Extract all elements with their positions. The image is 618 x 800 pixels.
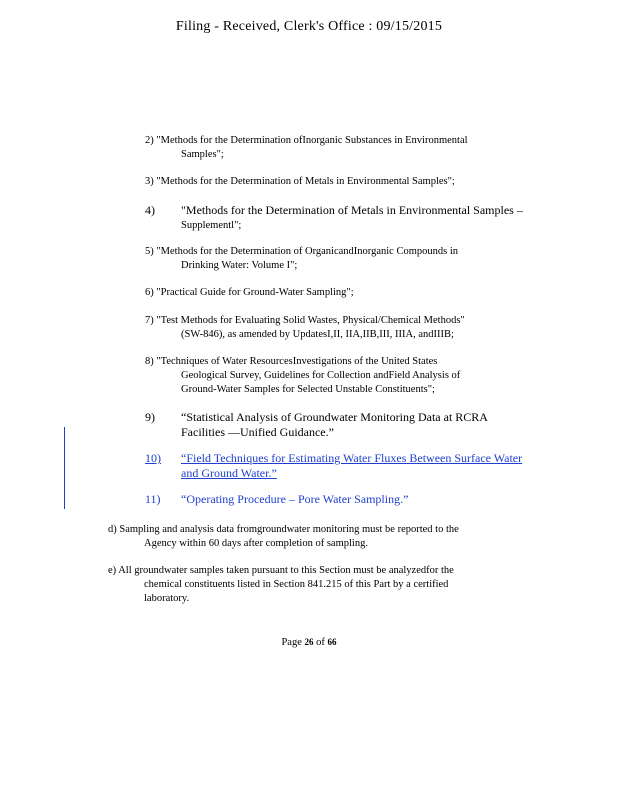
list-item-text: "Techniques of Water ResourcesInvestigations of the United States [156,356,438,367]
list-item-text: “Operating Procedure – Pore Water Sampling.” [181,492,409,506]
list-item [145,203,535,233]
paragraph-text: e) All groundwater samples taken pursuant to this Section must be analyzedfor the [108,565,454,576]
list-item-text-cont: (SW-846), as amended by UpdatesI,II, IIA,IIB,III, IIIA, andIIIB; [181,329,454,340]
list-item-text-cont: Supplementl"; [181,220,242,231]
list-item-text: "Methods for the Determination of Metals in Environmental Samples – [181,203,523,217]
list-item [145,451,535,481]
list-item-number: 3) [145,176,154,187]
page-label: Page [281,637,302,648]
list-item-number: 4) [145,203,155,217]
list-item-number: 8) [145,356,154,367]
page-footer [0,637,618,648]
list-item-text-cont: Drinking Water: Volume I"; [181,260,298,271]
list-item-number: 2) [145,135,154,146]
list-item [145,314,517,342]
page-total: 66 [327,637,337,647]
list-item [145,175,517,189]
list-item-number: 5) [145,246,154,257]
list-item-text-cont: Geological Survey, Guidelines for Collection andField Analysis of [181,370,461,381]
list-item [145,286,517,300]
page-number: 26 [304,637,314,647]
list-item [145,245,517,273]
list-item-text: “Statistical Analysis of Groundwater Monitoring Data at RCRA [181,410,488,424]
list-item-text-cont: and Ground Water.” [181,466,277,480]
paragraph-text-cont: Agency within 60 days after completion of sampling. [144,538,368,549]
paragraph-text-cont: laboratory. [144,593,190,604]
list-item [145,134,517,162]
paragraph-text: d) Sampling and analysis data fromgroundwater monitoring must be reported to the [108,524,459,535]
list-item-text: "Methods for the Determination of Metals in Environmental Samples"; [156,176,455,187]
page-of: of [316,637,325,648]
list-item-number: 11) [145,492,161,506]
revision-bar [64,427,65,509]
list-item-text-cont: Facilities —Unified Guidance.” [181,425,334,439]
paragraph-text-cont: chemical constituents listed in Section 841.215 of this Part by a certified [144,579,449,590]
list-item-number: 6) [145,287,154,298]
list-item-text: "Practical Guide for Ground-Water Sampling"; [156,287,354,298]
filing-header: Filing - Received, Clerk's Office : 09/15/2015 [175,19,443,34]
list-item-text: "Test Methods for Evaluating Solid Wastes, Physical/Chemical Methods" [156,315,465,326]
list-item-text: "Methods for the Determination ofInorganic Substances in Environmental [156,135,468,146]
list-item-text-cont: Samples"; [181,149,224,160]
list-item-text: "Methods for the Determination of OrganicandInorganic Compounds in [156,246,459,257]
list-item-number: 10) [145,451,161,465]
paragraph [108,564,513,606]
list-item-number: 9) [145,410,155,424]
paragraph [108,523,513,551]
list-item-text: “Field Techniques for Estimating Water Fluxes Between Surface Water [181,451,523,465]
list-item-number: 7) [145,315,154,326]
list-item [145,355,517,397]
list-item [145,410,535,440]
list-item-text-cont: Ground-Water Samples for Selected Unstable Constituents"; [181,384,435,395]
list-item [145,492,535,507]
